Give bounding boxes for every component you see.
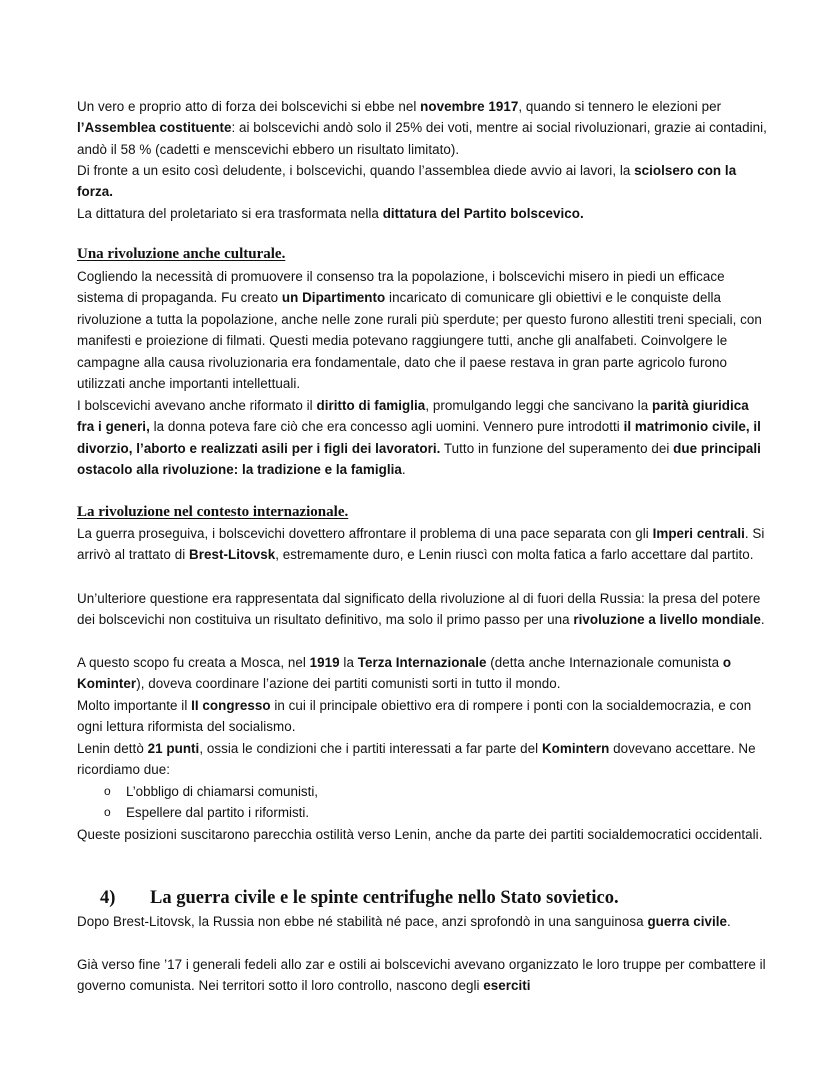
text-run: in cui il principale obiettivo era di rompere i ponti con la socialdemocrazia, e con ogni lettura riformista del socialismo. bbox=[77, 698, 752, 735]
text-run: La dittatura del proletariato si era trasformata nella bbox=[77, 206, 383, 221]
bold-text: il matrimonio civile, il divorzio, l’aborto e realizzati asili per i figli dei lavoratori. bbox=[77, 419, 761, 456]
text-run: . Si arrivò al trattato di bbox=[77, 526, 765, 563]
bold-text: guerra civile bbox=[647, 914, 728, 929]
text-run: Un’ulteriore questione era rappresentata dal significato della rivoluzione al di fuori della Russia: la presa del potere dei bolscevichi non costituiva un risultato definitivo, ma solo il primo passo per una bbox=[77, 591, 761, 628]
bold-text: II congresso bbox=[191, 698, 271, 713]
bold-text: due principali ostacolo alla rivoluzione: la tradizione e la famiglia bbox=[77, 440, 761, 478]
section-heading-guerra-civile bbox=[100, 886, 619, 910]
bold-text: Terza Internazionale bbox=[357, 655, 487, 670]
bold-text: l’Assemblea costituente bbox=[77, 120, 232, 136]
bullet-icon: o bbox=[104, 784, 111, 798]
heading-contesto-internazionale: La rivoluzione nel contesto internazionale. bbox=[77, 504, 349, 520]
text-run: , estremamente duro, e Lenin riuscì con molta fatica a farlo accettare dal partito. bbox=[275, 547, 754, 563]
bold-text: Imperi centrali bbox=[652, 526, 745, 541]
text-run: . bbox=[760, 612, 765, 628]
text-run: I bolscevichi avevano anche riformato il bbox=[77, 398, 317, 413]
paragraph-ostilita bbox=[77, 824, 767, 845]
text-run: Un vero e proprio atto di forza dei bolscevichi si ebbe nel bbox=[77, 99, 421, 114]
bold-text: eserciti bbox=[483, 978, 531, 994]
paragraph-assemblea bbox=[77, 96, 767, 160]
text-run: la donna poteva fare ciò che era concesso agli uomini. Vennero pure introdotti bbox=[149, 419, 624, 435]
paragraph-scioglimento bbox=[77, 160, 767, 203]
bullet-icon: o bbox=[104, 805, 111, 820]
text-run: Cogliendo la necessità di promuovere il consenso tra la popolazione, i bolscevichi misero in piedi un efficace sistema di propaganda. Fu creato bbox=[77, 269, 725, 306]
bold-text: parità giuridica fra i generi, bbox=[77, 398, 749, 435]
text-run: : ai bolscevichi andò solo il 25% dei voti, mentre ai social rivoluzionari, grazie ai contadini, andò il 58 % (cadetti e menscevichi ebbero un risultato limitato). bbox=[77, 120, 767, 157]
bold-text: o Kominter bbox=[77, 655, 732, 692]
paragraph-dittatura bbox=[77, 203, 767, 224]
paragraph-rivoluzione-mondiale bbox=[77, 588, 767, 631]
text-run: Molto importante il bbox=[77, 698, 192, 713]
list-item: o Espellere dal partito i riformisti. bbox=[77, 802, 767, 823]
bold-text: Brest-Litovsk bbox=[189, 547, 276, 563]
text-run: (detta anche Internazionale comunista bbox=[486, 655, 723, 670]
paragraph-21-punti bbox=[77, 738, 767, 781]
text-run: Già verso fine ’17 i generali fedeli allo zar e ostili ai bolscevichi avevano organizzato le loro truppe per combattere il governo comunista. Nei territori sotto il loro controllo, nascono degli bbox=[77, 957, 766, 994]
text-run: La guerra proseguiva, i bolscevichi dovettero affrontare il problema di una pace separata con gli bbox=[77, 526, 653, 541]
paragraph-propaganda bbox=[77, 266, 767, 395]
text-run: incaricato di comunicare gli obiettivi e le conquiste della rivoluzione a tutta la popolazione, anche nelle zone rurali più sperdute; per questo furono allestiti treni speciali, con manifesti e proiezione di filmati. Questi media potevano raggiungere tutti, anche gli analfabeti. Coinvolgere le campagne alla causa rivoluzionaria era fondamentale, dato che il paese restava in gran parte agricolo furono utilizzati anche importanti intellettuali. bbox=[77, 290, 762, 392]
heading-rivoluzione-culturale: Una rivoluzione anche culturale. bbox=[77, 246, 286, 262]
text-run: Queste posizioni suscitarono parecchia ostilità verso Lenin, anche da parte dei partiti socialdemocratici occidentali. bbox=[77, 827, 763, 842]
bold-text: dittatura del Partito bolscevico. bbox=[382, 206, 584, 221]
paragraph-brest-litovsk bbox=[77, 523, 767, 566]
paragraph-guerra-civile bbox=[77, 911, 767, 932]
bold-text: diritto di famiglia bbox=[316, 398, 426, 413]
bold-text: 1919 bbox=[309, 655, 340, 670]
conditions-list bbox=[77, 781, 767, 824]
list-item: o L’obbligo di chiamarsi comunisti, bbox=[77, 781, 767, 802]
text-run: Tutto in funzione del superamento dei bbox=[440, 440, 674, 456]
text-run: dovevano accettare. Ne ricordiamo due: bbox=[77, 741, 756, 778]
paragraph-terza-internazionale bbox=[77, 652, 767, 695]
bold-text: novembre 1917 bbox=[420, 99, 519, 114]
bold-text: sciolsero con la forza. bbox=[77, 163, 737, 200]
text-run: Lenin dettò bbox=[77, 741, 148, 756]
bold-text: Komintern bbox=[541, 741, 610, 756]
text-run: . bbox=[727, 914, 731, 929]
text-run: A questo scopo fu creata a Mosca, nel bbox=[77, 655, 310, 670]
text-run: la bbox=[339, 655, 358, 670]
text-run: , ossia le condizioni che i partiti interessati a far parte del bbox=[199, 741, 542, 756]
paragraph-generali-zaristi bbox=[77, 954, 767, 997]
section-title: La guerra civile e le spinte centrifughe nello Stato sovietico. bbox=[150, 888, 619, 908]
bold-text: rivoluzione a livello mondiale bbox=[573, 612, 761, 628]
text-run: ), doveva coordinare l’azione dei partiti comunisti sorti in tutto il mondo. bbox=[136, 676, 561, 692]
text-run: , quando si tennero le elezioni per bbox=[518, 99, 722, 114]
bold-text: 21 punti bbox=[147, 741, 200, 756]
text-run: . bbox=[401, 462, 406, 478]
bold-text: un Dipartimento bbox=[281, 290, 386, 306]
text-run: Di fronte a un esito così deludente, i bolscevichi, quando l’assemblea diede avvio ai lavori, la bbox=[77, 163, 635, 178]
section-number: 4) bbox=[100, 888, 116, 908]
text-run: Dopo Brest-Litovsk, la Russia non ebbe né stabilità né pace, anzi sprofondò in una sanguinosa bbox=[77, 914, 648, 929]
paragraph-diritto-famiglia bbox=[77, 395, 767, 481]
text-run: , promulgando leggi che sancivano la bbox=[425, 398, 652, 413]
paragraph-ii-congresso bbox=[77, 695, 767, 738]
